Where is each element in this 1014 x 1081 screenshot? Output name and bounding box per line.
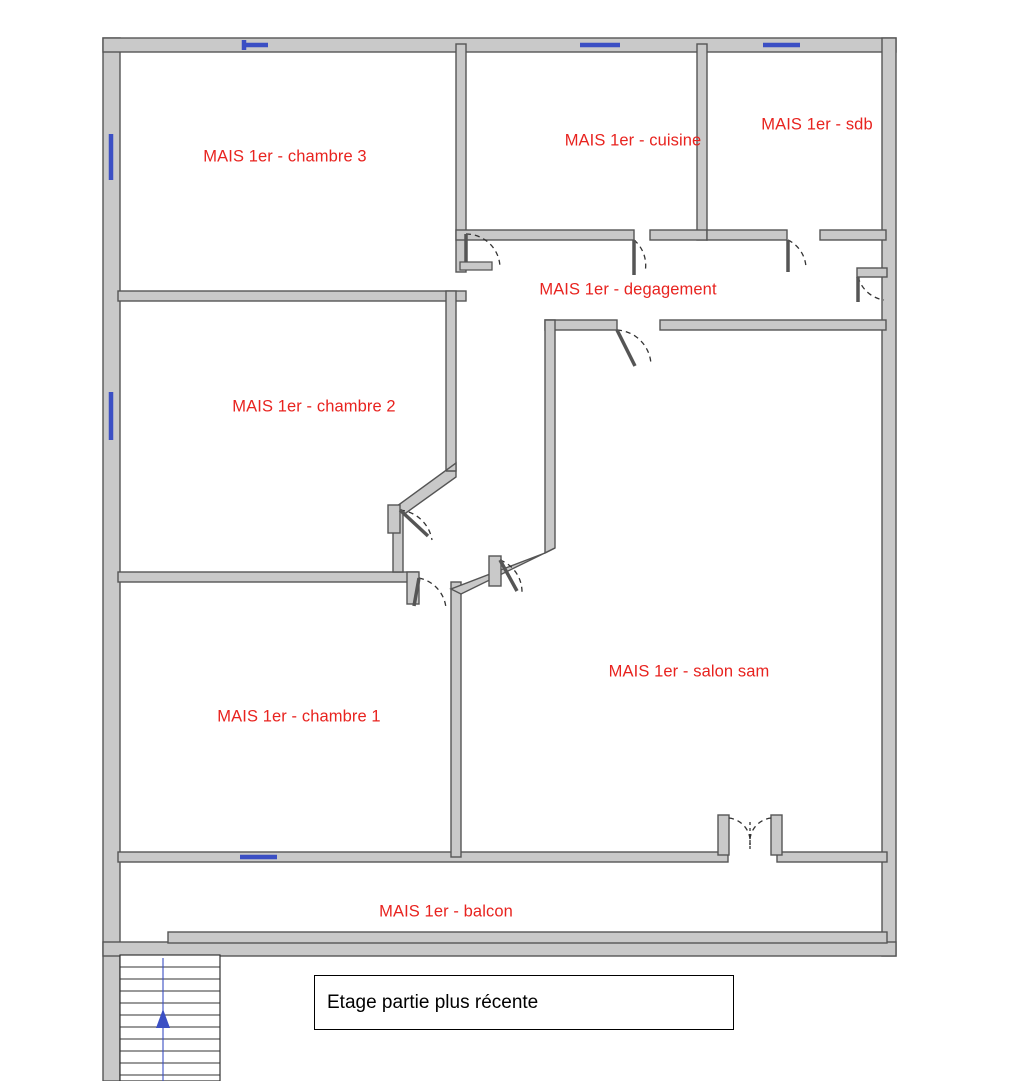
plan-title: Etage partie plus récente — [327, 991, 539, 1013]
wall-interior-v-chambre2 — [446, 291, 456, 471]
wall-exterior-right — [882, 38, 896, 956]
wall-jamb-chambre2-door — [388, 505, 400, 533]
room-label-degagement: MAIS 1er - degagement — [539, 280, 717, 299]
wall-interior-h-degagement-salon — [545, 320, 617, 330]
wall-jamb-sdb-exit — [857, 268, 887, 277]
wall-interior-stepped-salon — [393, 463, 456, 572]
wall-interior-h-cuisine-degagement — [456, 230, 634, 240]
staircase — [120, 955, 220, 1081]
door-arc-salon-top — [617, 330, 651, 365]
door-arc-degagement-exit — [858, 277, 884, 300]
stair-outline — [120, 955, 220, 1081]
wall-interior-diagonal-degagement-lower — [451, 548, 555, 594]
wall-balcony-inner-edge — [168, 932, 887, 943]
door-arc-chambre1 — [419, 578, 446, 608]
wall-interior-h-degagement-salon-right — [660, 320, 886, 330]
door-arc-balcony-right — [750, 818, 771, 845]
wall-jamb-balcony-right — [771, 815, 782, 855]
wall-interior-h-chambre2-chambre1 — [118, 572, 418, 582]
room-label-chambre-3: MAIS 1er - chambre 3 — [203, 147, 367, 166]
plan-title-box — [314, 975, 734, 1030]
door-leaf-salon-top — [617, 330, 635, 366]
room-label-chambre-1: MAIS 1er - chambre 1 — [217, 707, 381, 726]
wall-exterior-bottom — [103, 942, 896, 956]
wall-interior-h-chambre3-chambre2 — [118, 291, 466, 301]
wall-exterior-left — [103, 38, 120, 1081]
wall-jamb-balcony-left — [718, 815, 729, 855]
room-label-chambre-2: MAIS 1er - chambre 2 — [232, 397, 396, 416]
wall-interior-h-sdb-degagement-right — [820, 230, 886, 240]
wall-interior-h-sdb-degagement — [707, 230, 787, 240]
door-arc-sdb — [788, 240, 806, 268]
wall-interior-h-salon-balcon-right — [777, 852, 887, 862]
room-label-sdb: MAIS 1er - sdb — [761, 115, 873, 134]
room-label-cuisine: MAIS 1er - cuisine — [564, 131, 702, 150]
door-arc-cuisine — [634, 240, 646, 272]
wall-interior-diagonal-degagement — [545, 320, 555, 553]
room-label-salon-sam: MAIS 1er - salon sam — [608, 662, 770, 681]
wall-group — [103, 38, 896, 1081]
wall-interior-h-chambre1-balcon — [118, 852, 728, 862]
door-leaf-chambre3-fill — [460, 262, 492, 270]
wall-interior-h-cuisine-degagement-right — [650, 230, 707, 240]
room-label-balcon: MAIS 1er - balcon — [379, 902, 513, 921]
door-arc-balcony-left — [729, 818, 750, 845]
wall-interior-v-chambre1-salon — [451, 582, 461, 857]
